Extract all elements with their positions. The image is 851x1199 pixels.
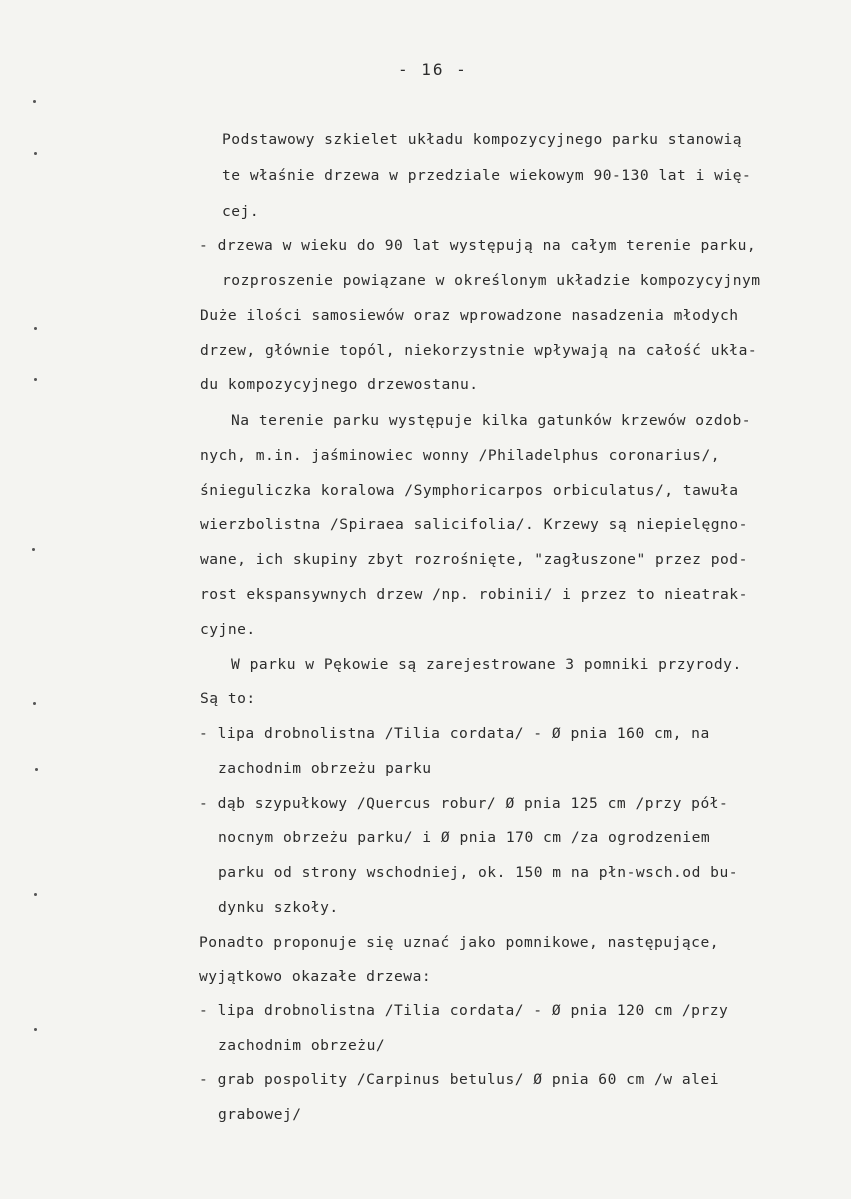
scan-speck [34, 893, 37, 896]
text-line: Duże ilości samosiewów oraz wprowadzone nasadzenia młodych [200, 307, 739, 324]
text-line: cyjne. [200, 621, 256, 638]
text-line: Na terenie parku występuje kilka gatunków krzewów ozdob- [231, 412, 752, 429]
text-line: Są to: [200, 690, 256, 707]
text-line: te właśnie drzewa w przedziale wiekowym 90-130 lat i wię- [222, 167, 752, 184]
text-line: nocnym obrzeżu parku/ i Ø pnia 170 cm /za ogrodzeniem [218, 829, 711, 846]
text-line: Podstawowy szkielet układu kompozycyjnego parku stanowią [222, 131, 743, 148]
scan-speck [33, 100, 36, 103]
text-line: - lipa drobnolistna /Tilia cordata/ - Ø pnia 120 cm /przy [199, 1002, 729, 1019]
text-line: - dąb szypułkowy /Quercus robur/ Ø pnia 125 cm /przy pół- [199, 795, 729, 812]
text-line: zachodnim obrzeżu parku [218, 760, 432, 777]
text-line: - drzewa w wieku do 90 lat występują na całym terenie parku, [199, 237, 757, 254]
text-line: Ponadto proponuje się uznać jako pomnikowe, następujące, [199, 934, 720, 951]
scan-speck [32, 548, 35, 551]
page-number: - 16 - [398, 60, 468, 79]
scan-speck [34, 378, 37, 381]
text-line: grabowej/ [218, 1106, 302, 1123]
scan-speck [34, 152, 37, 155]
text-line: śnieguliczka koralowa /Symphoricarpos orbiculatus/, tawuła [200, 482, 739, 499]
text-line: zachodnim obrzeżu/ [218, 1037, 386, 1054]
text-line: wierzbolistna /Spiraea salicifolia/. Krzewy są niepielęgno- [200, 516, 748, 533]
text-line: W parku w Pękowie są zarejestrowane 3 pomniki przyrody. [231, 656, 742, 673]
text-line: - lipa drobnolistna /Tilia cordata/ - Ø pnia 160 cm, na [199, 725, 710, 742]
text-line: drzew, głównie topól, niekorzystnie wpływają na całość ukła- [200, 342, 758, 359]
text-line: - grab pospolity /Carpinus betulus/ Ø pnia 60 cm /w alei [199, 1071, 720, 1088]
text-line: rozproszenie powiązane w określonym układzie kompozycyjnym [222, 272, 761, 289]
text-line: cej. [222, 203, 260, 220]
scan-speck [34, 1028, 37, 1031]
scan-speck [33, 702, 36, 705]
text-line: dynku szkoły. [218, 899, 339, 916]
text-line: wane, ich skupiny zbyt rozrośnięte, "zagłuszone" przez pod- [200, 551, 748, 568]
text-line: du kompozycyjnego drzewostanu. [200, 376, 479, 393]
scan-speck [35, 768, 38, 771]
text-line: parku od strony wschodniej, ok. 150 m na płn-wsch.od bu- [218, 864, 739, 881]
text-line: wyjątkowo okazałe drzewa: [199, 968, 432, 985]
text-line: rost ekspansywnych drzew /np. robinii/ i przez to nieatrak- [200, 586, 748, 603]
scan-speck [34, 327, 37, 330]
text-line: nych, m.in. jaśminowiec wonny /Philadelphus coronarius/, [200, 447, 721, 464]
